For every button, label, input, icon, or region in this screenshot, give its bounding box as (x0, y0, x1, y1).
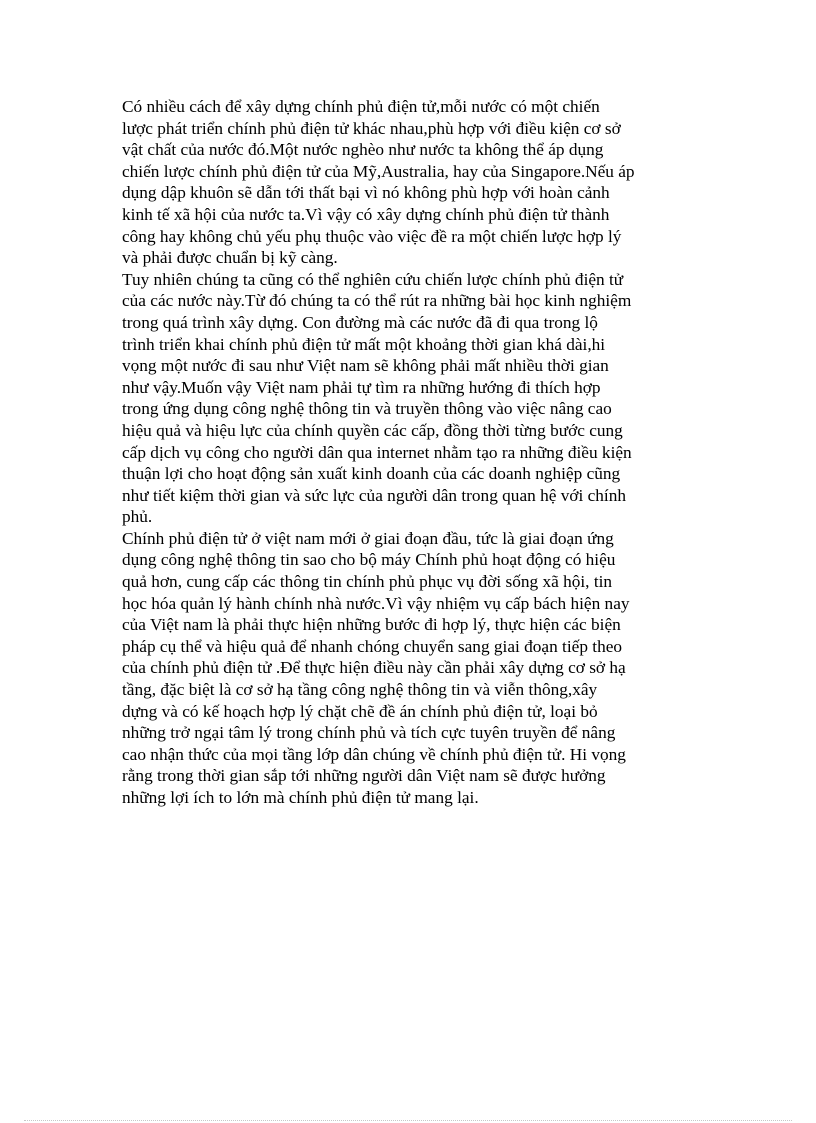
text-line: lược phát triển chính phủ điện tử khác nhau,phù hợp với điều kiện cơ sở (122, 118, 621, 138)
text-line: cấp dịch vụ công cho người dân qua internet nhằm tạo ra những điều kiện (122, 442, 632, 462)
text-line: trong ứng dụng công nghệ thông tin và truyền thông vào việc nâng cao (122, 399, 612, 419)
text-line: quả hơn, cung cấp các thông tin chính phủ phục vụ đời sống xã hội, tin (122, 572, 613, 592)
text-line: Chính phủ điện tử ở việt nam mới ở giai đoạn đầu, tức là giai đoạn ứng (122, 528, 614, 548)
text-line: của Việt nam là phải thực hiện những bước đi hợp lý, thực hiện các biện (122, 615, 621, 635)
text-line: trong quá trình xây dựng. Con đường mà các nước đã đi qua trong lộ (122, 312, 598, 332)
text-line: những trở ngại tâm lý trong chính phủ và tích cực tuyên truyền để nâng (122, 723, 616, 743)
document-body (122, 96, 706, 809)
text-line: học hóa quản lý hành chính nhà nước.Vì vậy nhiệm vụ cấp bách hiện nay (122, 593, 630, 613)
text-line: những lợi ích to lớn mà chính phủ điện tử mang lại. (122, 788, 479, 807)
text-line: và phải được chuẩn bị kỹ càng. (122, 248, 338, 268)
text-line: kinh tế xã hội của nước ta.Vì vậy có xây dựng chính phủ điện tử thành (122, 204, 610, 224)
text-line: rằng trong thời gian sắp tới những người dân Việt nam sẽ được hưởng (122, 766, 606, 786)
text-line: hiệu quả và hiệu lực của chính quyền các cấp, đồng thời từng bước cung (122, 420, 623, 440)
text-line: của các nước này.Từ đó chúng ta có thể rút ra những bài học kinh nghiệm (122, 291, 632, 311)
text-line: dụng dập khuôn sẽ dẫn tới thất bại vì nó không phù hợp với hoàn cảnh (122, 183, 610, 203)
text-line: chiến lược chính phủ điện tử của Mỹ,Australia, hay của Singapore.Nếu áp (122, 161, 635, 181)
paragraph-1 (122, 96, 706, 269)
text-line: vật chất của nước đó.Một nước nghèo như nước ta không thể áp dụng (122, 140, 604, 160)
text-line: của chính phủ điện tử .Để thực hiện điều này cần phải xây dựng cơ sở hạ (122, 658, 626, 678)
text-line: Tuy nhiên chúng ta cũng có thể nghiên cứu chiến lược chính phủ điện tử (122, 269, 624, 289)
text-line: công hay không chủ yếu phụ thuộc vào việc đề ra một chiến lược hợp lý (122, 226, 622, 246)
text-line: Có nhiều cách để xây dựng chính phủ điện tử,mỗi nước có một chiến (122, 97, 600, 116)
paragraph-2 (122, 269, 706, 528)
page-bottom-divider (24, 1120, 792, 1121)
text-line: thuận lợi cho hoạt động sản xuất kinh doanh của các doanh nghiệp cũng (122, 464, 621, 484)
paragraph-3 (122, 528, 706, 809)
text-line: vọng một nước đi sau như Việt nam sẽ không phải mất nhiều thời gian (122, 356, 609, 376)
text-line: trình triển khai chính phủ điện tử mất một khoảng thời gian khá dài,hi (122, 334, 606, 354)
text-line: dụng công nghệ thông tin sao cho bộ máy Chính phủ hoạt động có hiệu (122, 550, 616, 570)
text-line: tầng, đặc biệt là cơ sở hạ tầng công nghệ thông tin và viễn thông,xây (122, 680, 598, 700)
text-line: dựng và có kế hoạch hợp lý chặt chẽ đề án chính phủ điện tử, loại bỏ (122, 701, 598, 721)
text-line: pháp cụ thể và hiệu quả để nhanh chóng chuyển sang giai đoạn tiếp theo (122, 636, 623, 656)
text-line: như tiết kiệm thời gian và sức lực của người dân trong quan hệ với chính (122, 485, 626, 505)
text-line: như vậy.Muốn vậy Việt nam phải tự tìm ra những hướng đi thích hợp (122, 377, 601, 397)
text-line: phủ. (122, 507, 153, 527)
text-line: cao nhận thức của mọi tầng lớp dân chúng về chính phủ điện tử. Hi vọng (122, 744, 626, 764)
